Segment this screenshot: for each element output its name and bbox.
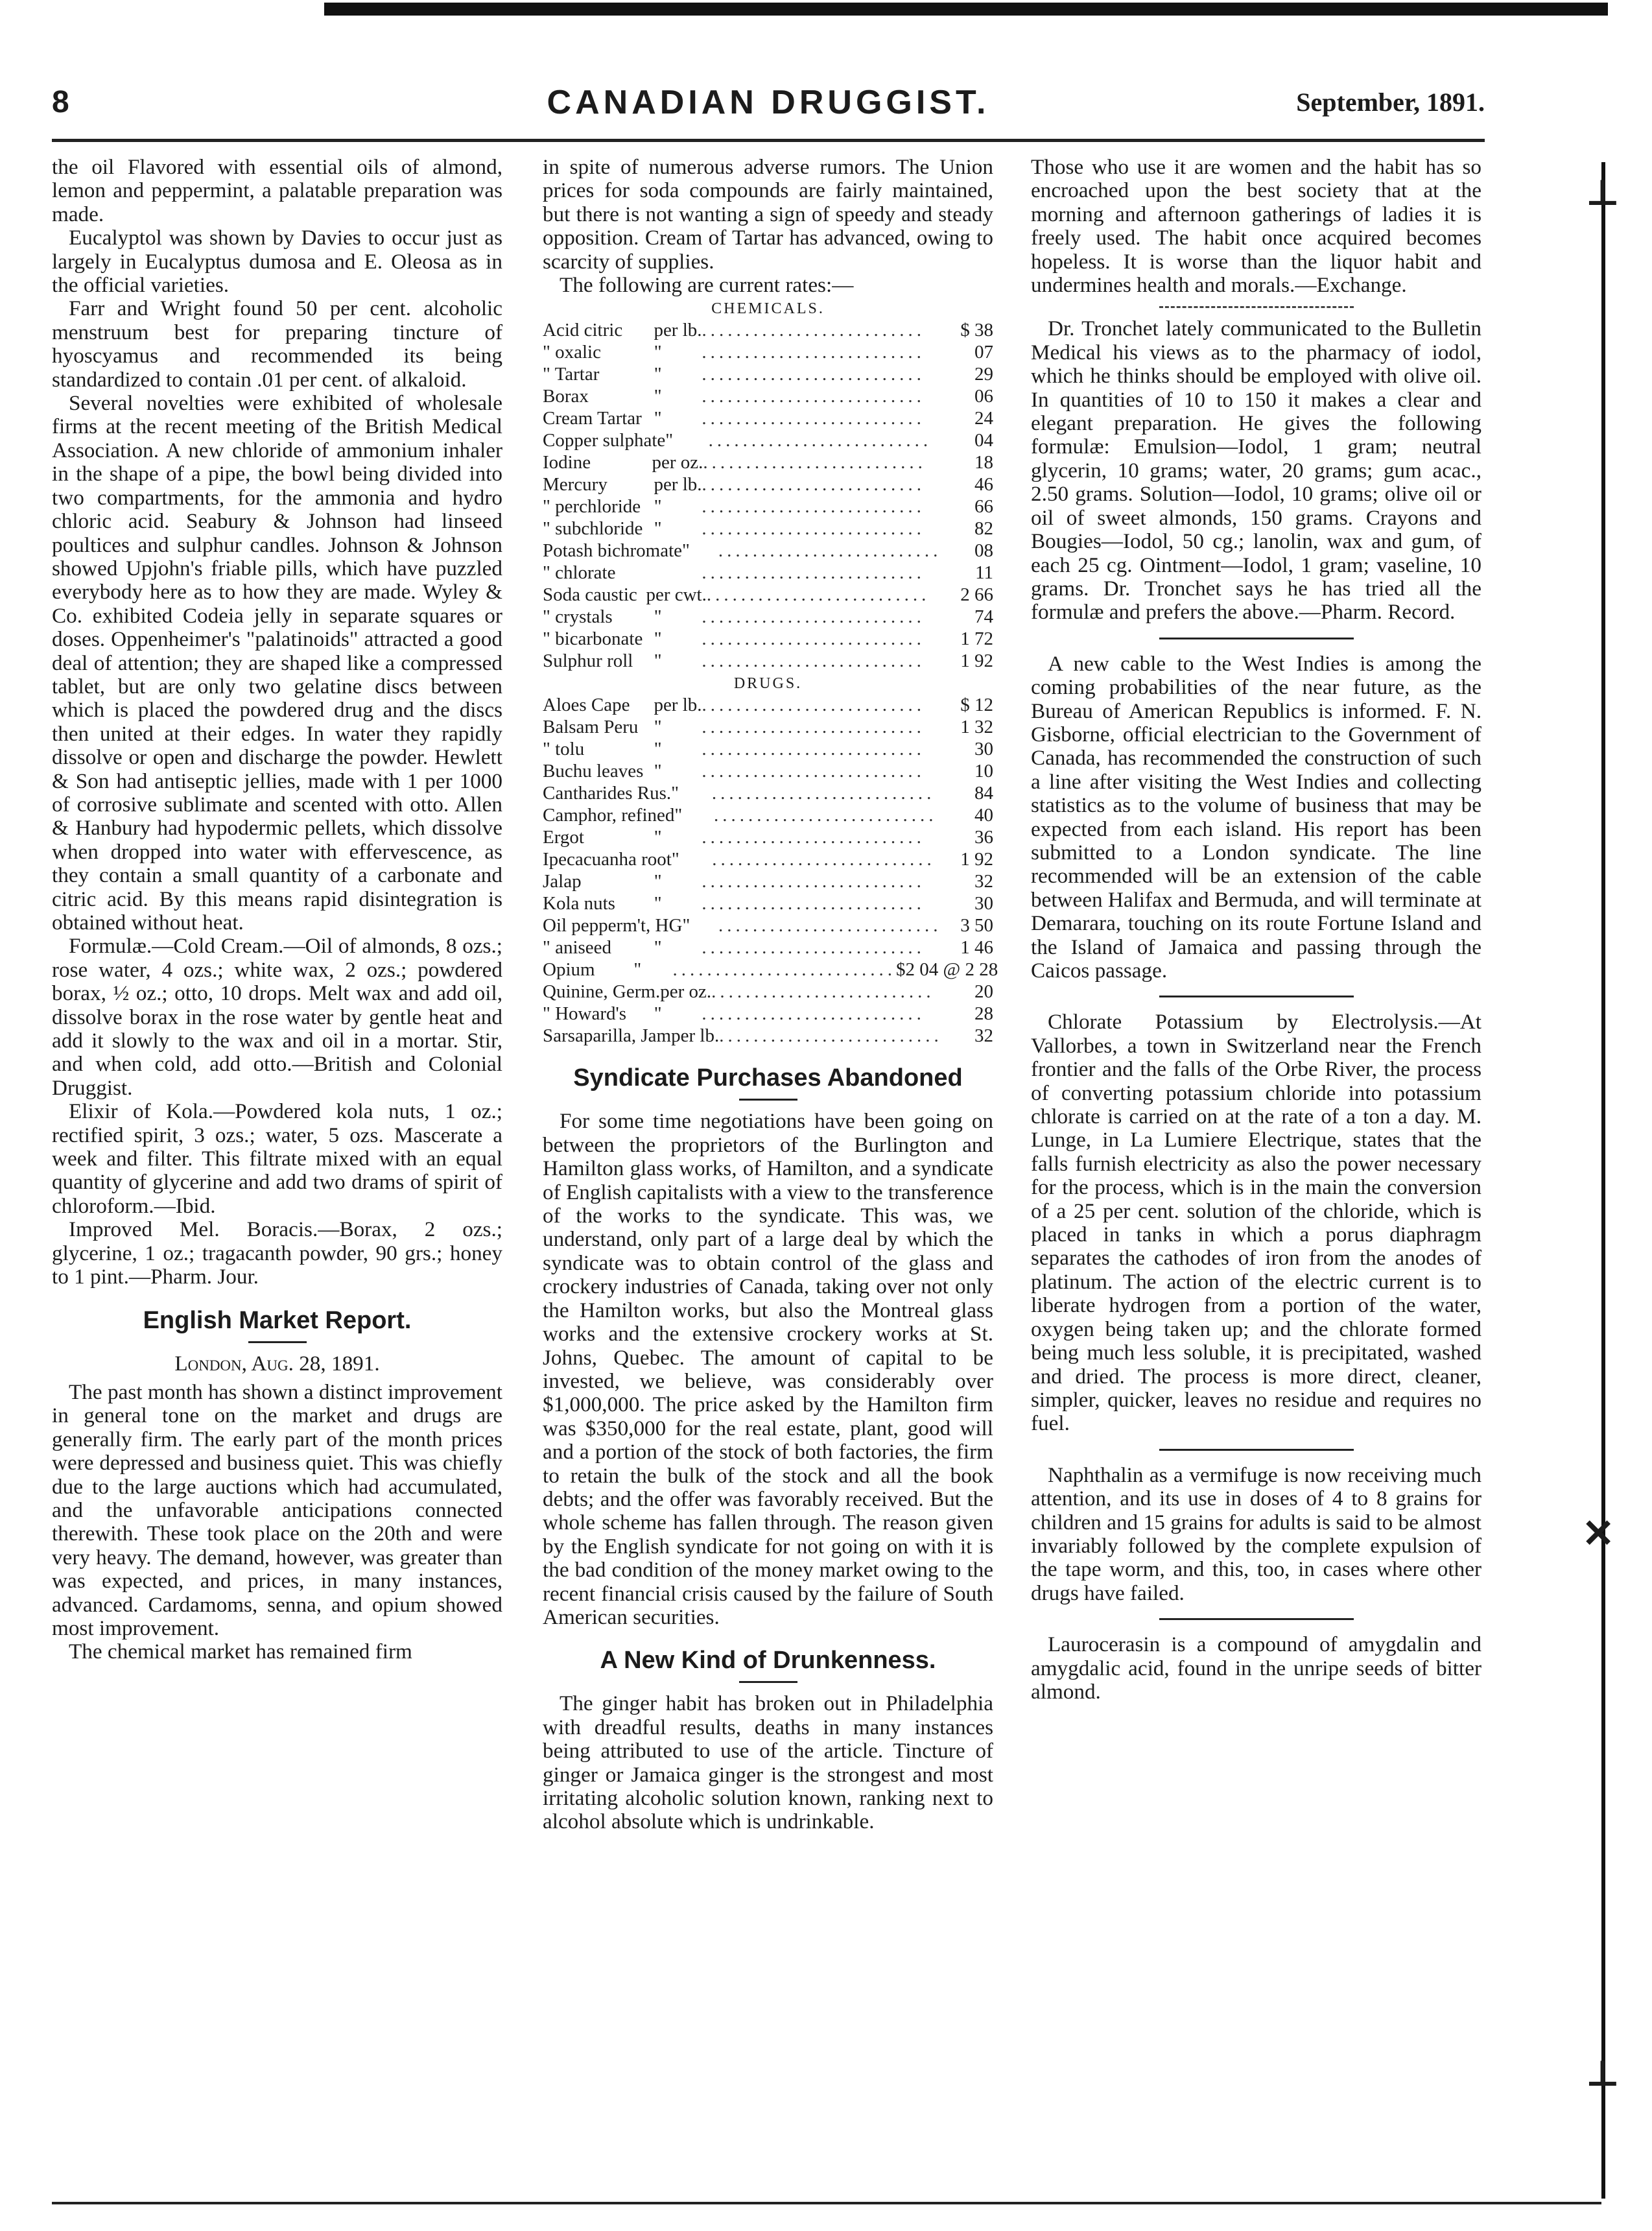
rate-unit: per lb. [654,474,702,495]
rate-row [543,473,993,495]
rate-name: Balsam Peru [543,717,639,738]
rate-name: Iodine [543,452,591,473]
rate-row [543,738,993,760]
rate-leader: .......................... [702,739,925,760]
rate-value: 18 [974,452,993,473]
margin-mark: ⊥ [1585,173,1620,213]
rate-value: 06 [974,386,994,407]
rate-value: 30 [974,893,994,914]
rate-leader: .......................... [702,386,925,407]
rate-value: 04 [974,430,993,451]
rate-leader: .......................... [702,408,925,429]
rate-leader: .......................... [702,474,926,495]
rate-name: Copper sulphate [543,430,666,451]
rate-value: 46 [974,474,993,495]
rate-row [543,451,993,473]
rate-row [543,760,993,782]
rate-unit: " [654,893,662,914]
rate-value: 74 [974,606,994,628]
rate-name: Sulphur roll [543,650,633,672]
rate-name: " aniseed [543,937,612,959]
rate-name: " Tartar [543,364,600,385]
rate-unit: " [674,805,683,826]
rate-row [543,518,993,540]
paragraph: The following are current rates:— [560,273,854,298]
rate-leader: .......................... [706,584,930,606]
rate-leader: .......................... [702,871,925,892]
rate-value: 24 [974,408,994,429]
rate-unit: " [654,937,662,959]
chemicals-heading: CHEMICALS. [711,300,825,318]
rate-leader: .......................... [702,518,925,540]
rate-value: $ 12 [960,695,993,716]
dateline: London, Aug. 28, 1891. [174,1351,380,1376]
rate-row [543,694,993,716]
issue-date: September, 1891. [1296,88,1485,117]
rate-leader: .......................... [702,893,925,914]
separator-rule [1159,1449,1354,1451]
rate-name: " crystals [543,606,613,628]
rate-unit: " [654,650,662,672]
rate-unit: " [682,540,690,562]
rate-leader: .......................... [702,562,925,584]
rate-leader: .......................... [711,981,935,1003]
rate-name: " perchloride [543,496,641,518]
rate-row [543,892,993,914]
rate-value: 11 [975,562,994,584]
rate-leader: .......................... [702,937,925,959]
rate-unit: per cwt. [646,584,707,606]
rate-name: Cream Tartar [543,408,642,429]
rate-row [543,540,993,562]
rate-name: Cantharides Rus. [543,783,672,804]
rate-value: 10 [974,761,994,782]
rate-name: Oil pepperm't, HG [543,915,683,937]
paragraph: A new cable to the West Indies is among the coming probabilities of the near future, as the Bureau of American Republics is informed. F. N. Gisborne, official electrician to the Government of Canada, has recommended the construction of such a line after visiting the West Indies and collecting statistics as to the volume of business that may be expected from each island. His report has been submitted to a London syndicate. The line recommended will be an extension of the cable between Halifax and Bermuda, and will terminate at Demarara, touching on its route Fortune Island and the Island of Jamaica and passing through the Caicos passage. [1031,651,1481,983]
rate-name: Ergot [543,827,584,848]
rate-unit: per lb. [654,695,702,716]
rate-row [543,826,993,848]
rate-unit: " [654,386,662,407]
section-title-syndicate: Syndicate Purchases Abandoned [573,1064,963,1092]
rate-unit: " [682,915,690,937]
rate-row [543,606,993,628]
paragraph: the oil Flavored with essential oils of almond, lemon and peppermint, a palatable preparation was made. [52,155,502,226]
rate-row [543,363,993,385]
rate-row [543,385,993,407]
paragraph: Formulæ.—Cold Cream.—Oil of almonds, 8 ozs.; rose water, 4 ozs.; white wax, 2 ozs.; powdered borax, ½ oz.; otto, 10 drops. Melt wax and add oil, dissolve borax in the rose water by gentle heat and add it slowly to the wax and oil in a mortar. Stir, and when cold, add otto.—British and Colonial Druggist. [52,934,502,1100]
drugs-rate-table [543,694,998,1047]
column-3 [1031,156,1481,2186]
rate-value: 1 92 [960,650,994,672]
bottom-rule [52,2202,1601,2204]
rate-name: Quinine, Germ. [543,981,661,1003]
rate-name: Mercury [543,474,608,495]
rate-leader: .......................... [703,452,926,473]
rate-name: Aloes Cape [543,695,630,716]
rate-value: 20 [974,981,993,1003]
paragraph: The past month has shown a distinct improvement in general tone on the market and drugs are generally firm. The early part of the month prices were depressed and business quiet. This was chiefly due to the large auctions which had accumulated, and the unfavorable anticipations connected therewith. These took place on the 20th and were very heavy. The demand, however, was greater than was expected, and prices, in many instances, advanced. Cardamoms, senna, and opium showed most improvement. [52,1379,502,1640]
rate-row [543,959,998,981]
rate-leader: .......................... [718,915,942,937]
rate-row [543,848,993,870]
rate-value: 1 32 [960,717,994,738]
rate-row [543,650,993,672]
rate-leader: .......................... [702,628,925,650]
rate-row [543,716,993,738]
rate-unit: " [654,606,662,628]
right-margin-rule [1601,162,1605,2199]
rate-leader: .......................... [702,650,925,672]
rate-row [543,782,993,804]
paragraph: Dr. Tronchet lately communicated to the Bulletin Medical his views as to the pharmacy of iodol, which he thinks should be employed with olive oil. In quantities of 10 to 150 it makes a clear and elegant preparation. He gives the following formulæ: Emulsion—Iodol, 1 gram; neutral glycerin, 10 grams; water, 20 grams; gum acac., 2.50 grams. Solution—Iodol, 10 grams; olive oil or oil of sweet almonds, 150 grams. Crayons and Bougies—Iodol, 50 cg.; lanolin, wax and gum, of each 25 cg. Ointment—Iodol, 1 gram; vaseline, 10 grams. Dr. Tronchet says he has tried all the formulæ and prefers the above.—Pharm. Record. [1031,316,1481,625]
rate-unit: per oz. [660,981,712,1003]
short-rule [739,1099,797,1101]
rate-unit: " [654,827,662,848]
rate-row [543,870,993,892]
margin-mark: ⊥ [1585,2054,1620,2094]
rate-name: " tolu [543,739,585,760]
rate-value: 1 72 [960,628,994,650]
rate-unit: " [654,1003,662,1025]
rate-leader: .......................... [702,496,925,518]
rate-value: 07 [974,342,994,363]
paragraph: Laurocerasin is a compound of amygdalin and amygdalic acid, found in the unripe seeds of bitter almond. [1031,1632,1481,1704]
rate-unit: " [654,342,662,363]
rate-value: 82 [974,518,994,540]
rate-unit [654,562,702,584]
rate-value: 36 [974,827,994,848]
chemicals-rate-table [543,319,993,672]
rate-value: 2 66 [960,584,993,606]
rate-value: 3 50 [960,915,993,937]
rate-row [543,341,993,363]
rate-value: $ 38 [960,320,993,341]
rate-leader: .......................... [711,783,936,804]
rate-value: 30 [974,739,994,760]
rate-value: 32 [974,1025,993,1047]
rate-unit: " [654,871,662,892]
column-1 [52,156,502,2186]
rate-leader: .......................... [702,827,925,848]
separator-rule [1159,638,1354,639]
paragraph: Several novelties were exhibited of wholesale firms at the recent meeting of the British Medical Association. A new chloride of ammonium inhaler in the shape of a pipe, the bowl being divided into two compartments, for the ammonia and hydro chloric acid. Seabury & Johnson had linseed poultices and sulphur candles. Johnson & Johnson showed Upjohn's friable pills, which have puzzled everybody here as to how they are made. Wyley & Co. exhibited Codeia jelly in separate squares or doses. Oppenheimer's "palatinoids" attracted a good deal of attention; they are shaped like a compressed tablet, but are only two gelatine discs between which is placed the powdered drug and the discs then united at their edges. In water they rapidly dissolve or open and discharge the powder. Hewlett & Son had antiseptic jellies, made with 1 per 1000 of corrosive sublimate and scented with otto. Allen & Hanbury had hypodermic pellets, which dissolve when dropped into water with effervescence, as they contain a small quantity of a carbonate and citric acid. By this means rapid disintegration is obtained without heat. [52,391,502,935]
rate-leader: .......................... [718,540,942,562]
separator-rule [1159,1618,1354,1620]
section-title-drunkenness: A New Kind of Drunkenness. [600,1647,936,1675]
rate-row [543,937,993,959]
rate-leader: .......................... [719,1025,943,1047]
rate-unit: per lb. [671,1025,720,1047]
rate-name: Potash bichromate [543,540,683,562]
paragraph: Elixir of Kola.—Powdered kola nuts, 1 oz.; rectified spirit, 3 ozs.; water, 5 ozs. Mascerate a week and filter. This filtrate mixed with an equal quantity of glycerine and add two drams of spirit of chloroform.—Ibid. [52,1099,502,1218]
rate-unit: " [654,364,662,385]
rate-row [543,981,993,1003]
rate-name: Acid citric [543,320,623,341]
rate-value: 28 [974,1003,994,1025]
paragraph: Farr and Wright found 50 per cent. alcoholic menstruum best for preparing tincture of hyoscyamus and recommended its being standardized to contain .01 per cent. of alkaloid. [52,296,502,392]
rate-leader: .......................... [713,805,938,826]
rate-name: Camphor, refined [543,805,675,826]
rate-row [543,584,993,606]
rate-leader: .......................... [702,761,925,782]
rate-row [543,562,993,584]
paragraph: in spite of numerous adverse rumors. The Union prices for soda compounds are fairly maintained, but there is not wanting a sign of speedy and steady opposition. Cream of Tartar has advanced, owing to scarcity of supplies. [543,155,993,274]
rate-leader: .......................... [702,342,925,363]
paragraph: Eucalyptol was shown by Davies to occur just as largely in Eucalyptus dumosa and E. Oleosa as in the official varieties. [52,226,502,298]
rate-name: Soda caustic [543,584,637,606]
rate-name: Jalap [543,871,582,892]
paragraph: For some time negotiations have been going on between the proprietors of the Burlington and Hamilton glass works, of Hamilton, and a syndicate of English capitalists with a view to the transference of the works to the syndicate. This was, we understand, only part of a large deal by which the syndicate was to obtain control of the glass and crockery industries of Canada, taking over not only the Hamilton works, but also the Montreal glass works and the extensive crockery works at St. Johns, Quebec. The amount of capital to be invested, we believe, was considerably over $1,000,000. The price asked by the Hamilton firm was $350,000 for the real estate, plant, good will and a portion of the stock of both factories, the firm to retain the bulk of the stock and all the book debts; and the offer was favorably received. But the whole scheme has fallen through. The reason given by the English syndicate for not going on with it is the bad condition of the money market owing to the recent financial crisis caused by the failure of South American securities. [543,1109,993,1629]
rate-name: Buchu leaves [543,761,644,782]
rate-unit: " [654,628,662,650]
paragraph: The chemical market has remained firm [69,1640,412,1664]
rate-value: 29 [974,364,994,385]
rate-value: 40 [974,805,993,826]
column-2 [543,155,998,2186]
rate-value: 32 [974,871,994,892]
rate-leader: .......................... [712,849,936,870]
rate-unit: " [654,408,662,429]
rate-leader: .......................... [702,1003,925,1025]
rate-unit: " [671,849,679,870]
rate-unit: " [654,717,662,738]
rate-row [543,1025,993,1047]
page-header [52,78,1485,136]
rate-name: " subchloride [543,518,643,540]
rate-leader: .......................... [702,606,925,628]
rate-name: " chlorate [543,562,616,584]
rate-unit: " [654,518,662,540]
rate-row [543,495,993,518]
rate-unit: " [654,496,662,518]
rate-value: 1 92 [960,849,993,870]
rate-unit: " [654,761,662,782]
rate-leader: .......................... [702,320,926,341]
rate-value: 84 [974,783,993,804]
header-rule [52,139,1485,142]
paragraph: Naphthalin as a vermifuge is now receiving much attention, and its use in doses of 4 to 8 grains for children and 15 grains for adults is said to be almost invariably followed by the complete expulsion of the tape worm, and this, too, in cases where other drugs have failed. [1031,1462,1481,1605]
rate-value: 66 [974,496,994,518]
short-rule [248,1341,307,1343]
rate-leader: .......................... [702,364,925,385]
rate-leader: .......................... [702,717,925,738]
rate-name: Opium [543,959,595,981]
paragraph: Improved Mel. Boracis.—Borax, 2 ozs.; glycerine, 1 oz.; tragacanth powder, 90 grs.; honey to 1 pint.—Pharm. Jour. [52,1217,502,1289]
rate-name: Kola nuts [543,893,615,914]
short-rule [739,1681,797,1683]
top-border-rule [324,3,1608,16]
rate-name: " oxalic [543,342,601,363]
rate-leader: .......................... [708,430,932,451]
rate-unit: " [654,739,662,760]
rate-row [543,319,993,341]
rate-unit: " [671,783,679,804]
rate-unit: per oz. [652,452,703,473]
rate-name: Ipecacuanha root [543,849,672,870]
margin-cross-mark: ✕ [1582,1512,1615,1555]
rate-value: 08 [974,540,993,562]
rate-unit: per lb. [654,320,702,341]
drugs-heading: DRUGS. [733,675,803,693]
rate-name: Borax [543,386,589,407]
rate-name: " bicarbonate [543,628,643,650]
paragraph: The ginger habit has broken out in Philadelphia with dreadful results, deaths in many instances being attributed to use of the article. Tincture of ginger or Jamaica ginger is the strongest and most irritating alcoholic solution known, ranking next to alcohol absolute which is undrinkable. [543,1691,993,1834]
rate-row [543,628,993,650]
rate-leader: .......................... [672,959,896,981]
rate-row [543,804,993,826]
rate-leader: .......................... [702,695,926,716]
rate-row [543,407,993,429]
rate-value: $2 04 @ 2 28 [896,959,998,981]
page-number: 8 [52,85,69,119]
section-title-market-report: English Market Report. [143,1306,412,1334]
separator-rule [1159,996,1354,997]
rate-unit: " [665,430,674,451]
rate-unit: " [633,959,642,981]
rate-name: Sarsaparilla, Jam [543,1025,672,1047]
paragraph: Those who use it are women and the habit has so encroached upon the best society that at the morning and afternoon gatherings of ladies it is freely used. The habit once acquired becomes hopeless. It is worse than the liquor habit and undermines health and morals.—Exchange. [1031,155,1481,298]
rate-row [543,429,993,451]
rate-row [543,914,993,937]
rate-name: " Howard's [543,1003,627,1025]
masthead-title: CANADIAN DRUGGIST. [547,84,990,121]
rate-value: 1 46 [960,937,994,959]
dashed-rule [1159,306,1354,308]
rate-row [543,1003,993,1025]
paragraph: Chlorate Potassium by Electrolysis.—At Vallorbes, a town in Switzerland near the French frontier and the falls of the Orbe River, the process of converting potassium chloride into potassium chlorate is carried on at the rate of a ton a day. M. Lunge, in La Lumiere Electrique, states that the falls furnish electricity as also the power necessary for the process, which is in the main the conversion of a 25 per cent. solution of the chloride, which is placed in tanks in which a porus diaphragm separates the cathodes of iron from the anodes of platinum. The action of the electric current is to liberate hydrogen from a portion of the water, oxygen being taken up; and the chlorate formed being much less soluble, it is precipitated, washed and dried. The process is more direct, cleaner, simpler, quicker, leaves no residue and requires no fuel. [1031,1010,1481,1436]
